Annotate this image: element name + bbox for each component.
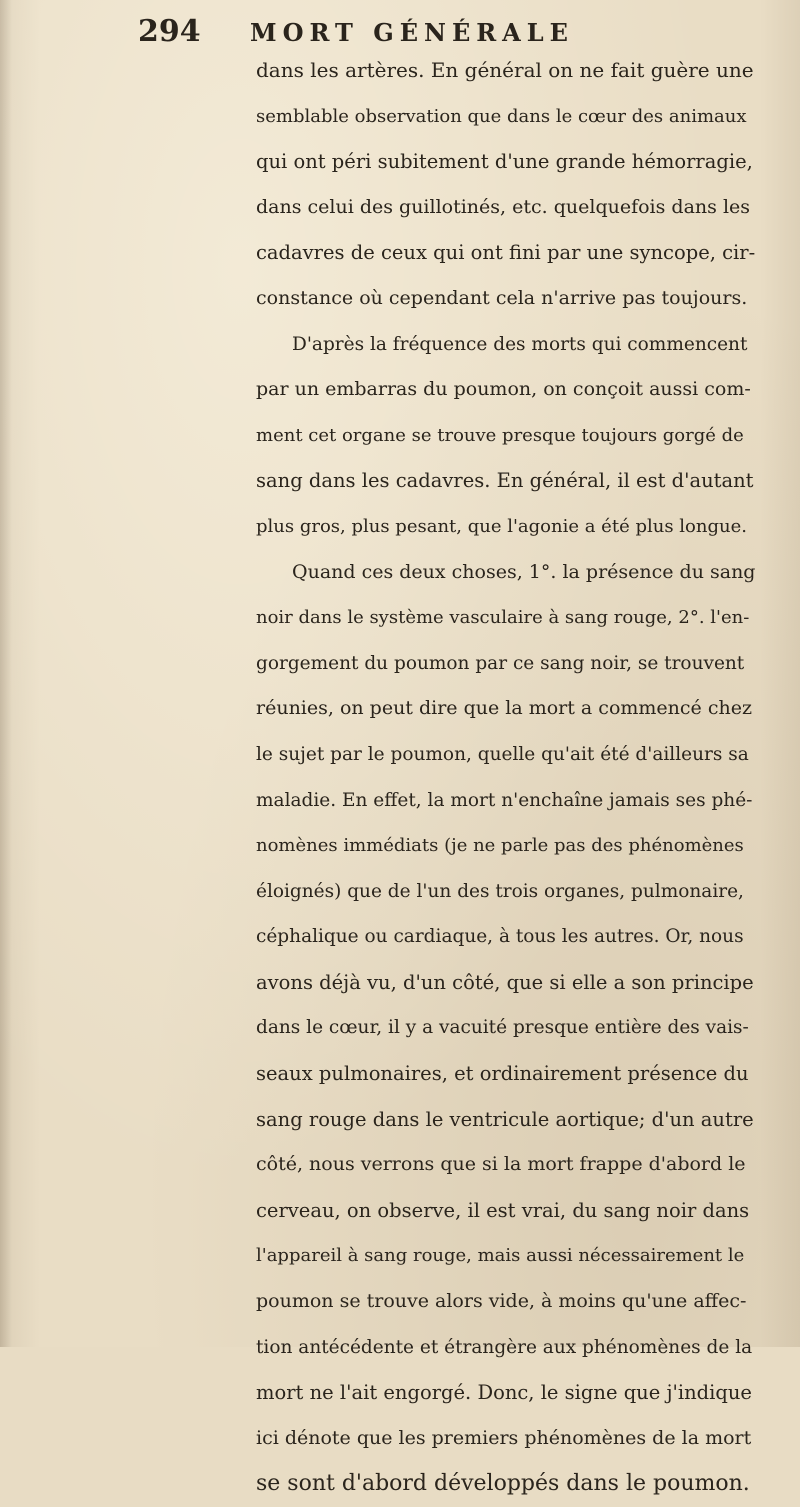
text-line: cadavres de ceux qui ont fini par une syncope, cir- bbox=[256, 241, 756, 265]
text-line: l'appareil à sang rouge, mais aussi nécessairement le bbox=[256, 1245, 745, 1267]
text-line: D'après la fréquence des morts qui commencent bbox=[292, 333, 748, 355]
text-line: sang rouge dans le ventricule aortique; d'un autre bbox=[256, 1107, 754, 1131]
text-line: tion antécédente et étrangère aux phénomènes de la bbox=[256, 1336, 753, 1358]
text-line: semblable observation que dans le cœur des animaux bbox=[256, 105, 747, 127]
running-head: MORT GÉNÉRALE bbox=[250, 18, 574, 47]
text-line: côté, nous verrons que si la mort frappe d'abord le bbox=[256, 1153, 746, 1176]
text-line: constance où cependant cela n'arrive pas toujours. bbox=[256, 286, 748, 309]
text-line: qui ont péri subitement d'une grande hémorragie, bbox=[256, 150, 753, 174]
text-line: poumon se trouve alors vide, à moins qu'une affec- bbox=[256, 1290, 747, 1313]
text-line: ment cet organe se trouve presque toujours gorgé de bbox=[256, 424, 744, 446]
text-line: seaux pulmonaires, et ordinairement présence du bbox=[256, 1062, 749, 1086]
text-line: réunies, on peut dire que la mort a commencé chez bbox=[256, 697, 752, 720]
text-line: avons déjà vu, d'un côté, que si elle a son principe bbox=[256, 970, 754, 994]
text-line: le sujet par le poumon, quelle qu'ait été d'ailleurs sa bbox=[256, 743, 749, 765]
text-line: céphalique ou cardiaque, à tous les autres. Or, nous bbox=[256, 926, 744, 948]
text-line: Quand ces deux choses, 1°. la présence du sang bbox=[292, 560, 756, 583]
text-line: ici dénote que les premiers phénomènes de la mort bbox=[256, 1426, 752, 1449]
page-number: 294 bbox=[138, 14, 201, 49]
text-line: sang dans les cadavres. En général, il est d'autant bbox=[256, 469, 754, 493]
text-line: gorgement du poumon par ce sang noir, se trouvent bbox=[256, 652, 745, 674]
text-line: noir dans le système vasculaire à sang rouge, 2°. l'en- bbox=[256, 607, 750, 629]
page-edge-shadow bbox=[0, 0, 12, 1347]
text-line: dans celui des guillotinés, etc. quelquefois dans les bbox=[256, 195, 751, 218]
text-line: dans les artères. En général on ne fait guère une bbox=[256, 58, 754, 82]
text-line: mort ne l'ait engorgé. Donc, le signe que j'indique bbox=[256, 1381, 752, 1405]
text-line: plus gros, plus pesant, que l'agonie a été plus longue. bbox=[256, 515, 747, 537]
text-line: dans le cœur, il y a vacuité presque entière des vais- bbox=[256, 1017, 749, 1039]
body-text bbox=[256, 48, 756, 1507]
text-line: maladie. En effet, la mort n'enchaîne jamais ses phé- bbox=[256, 789, 753, 811]
text-line: nomènes immédiats (je ne parle pas des phénomènes bbox=[256, 835, 744, 857]
text-line: par un embarras du poumon, on conçoit aussi com- bbox=[256, 378, 751, 401]
text-line: se sont d'abord développés dans le poumon. bbox=[256, 1471, 750, 1497]
text-line: éloignés) que de l'un des trois organes, pulmonaire, bbox=[256, 880, 744, 902]
text-line: cerveau, on observe, il est vrai, du sang noir dans bbox=[256, 1198, 750, 1222]
